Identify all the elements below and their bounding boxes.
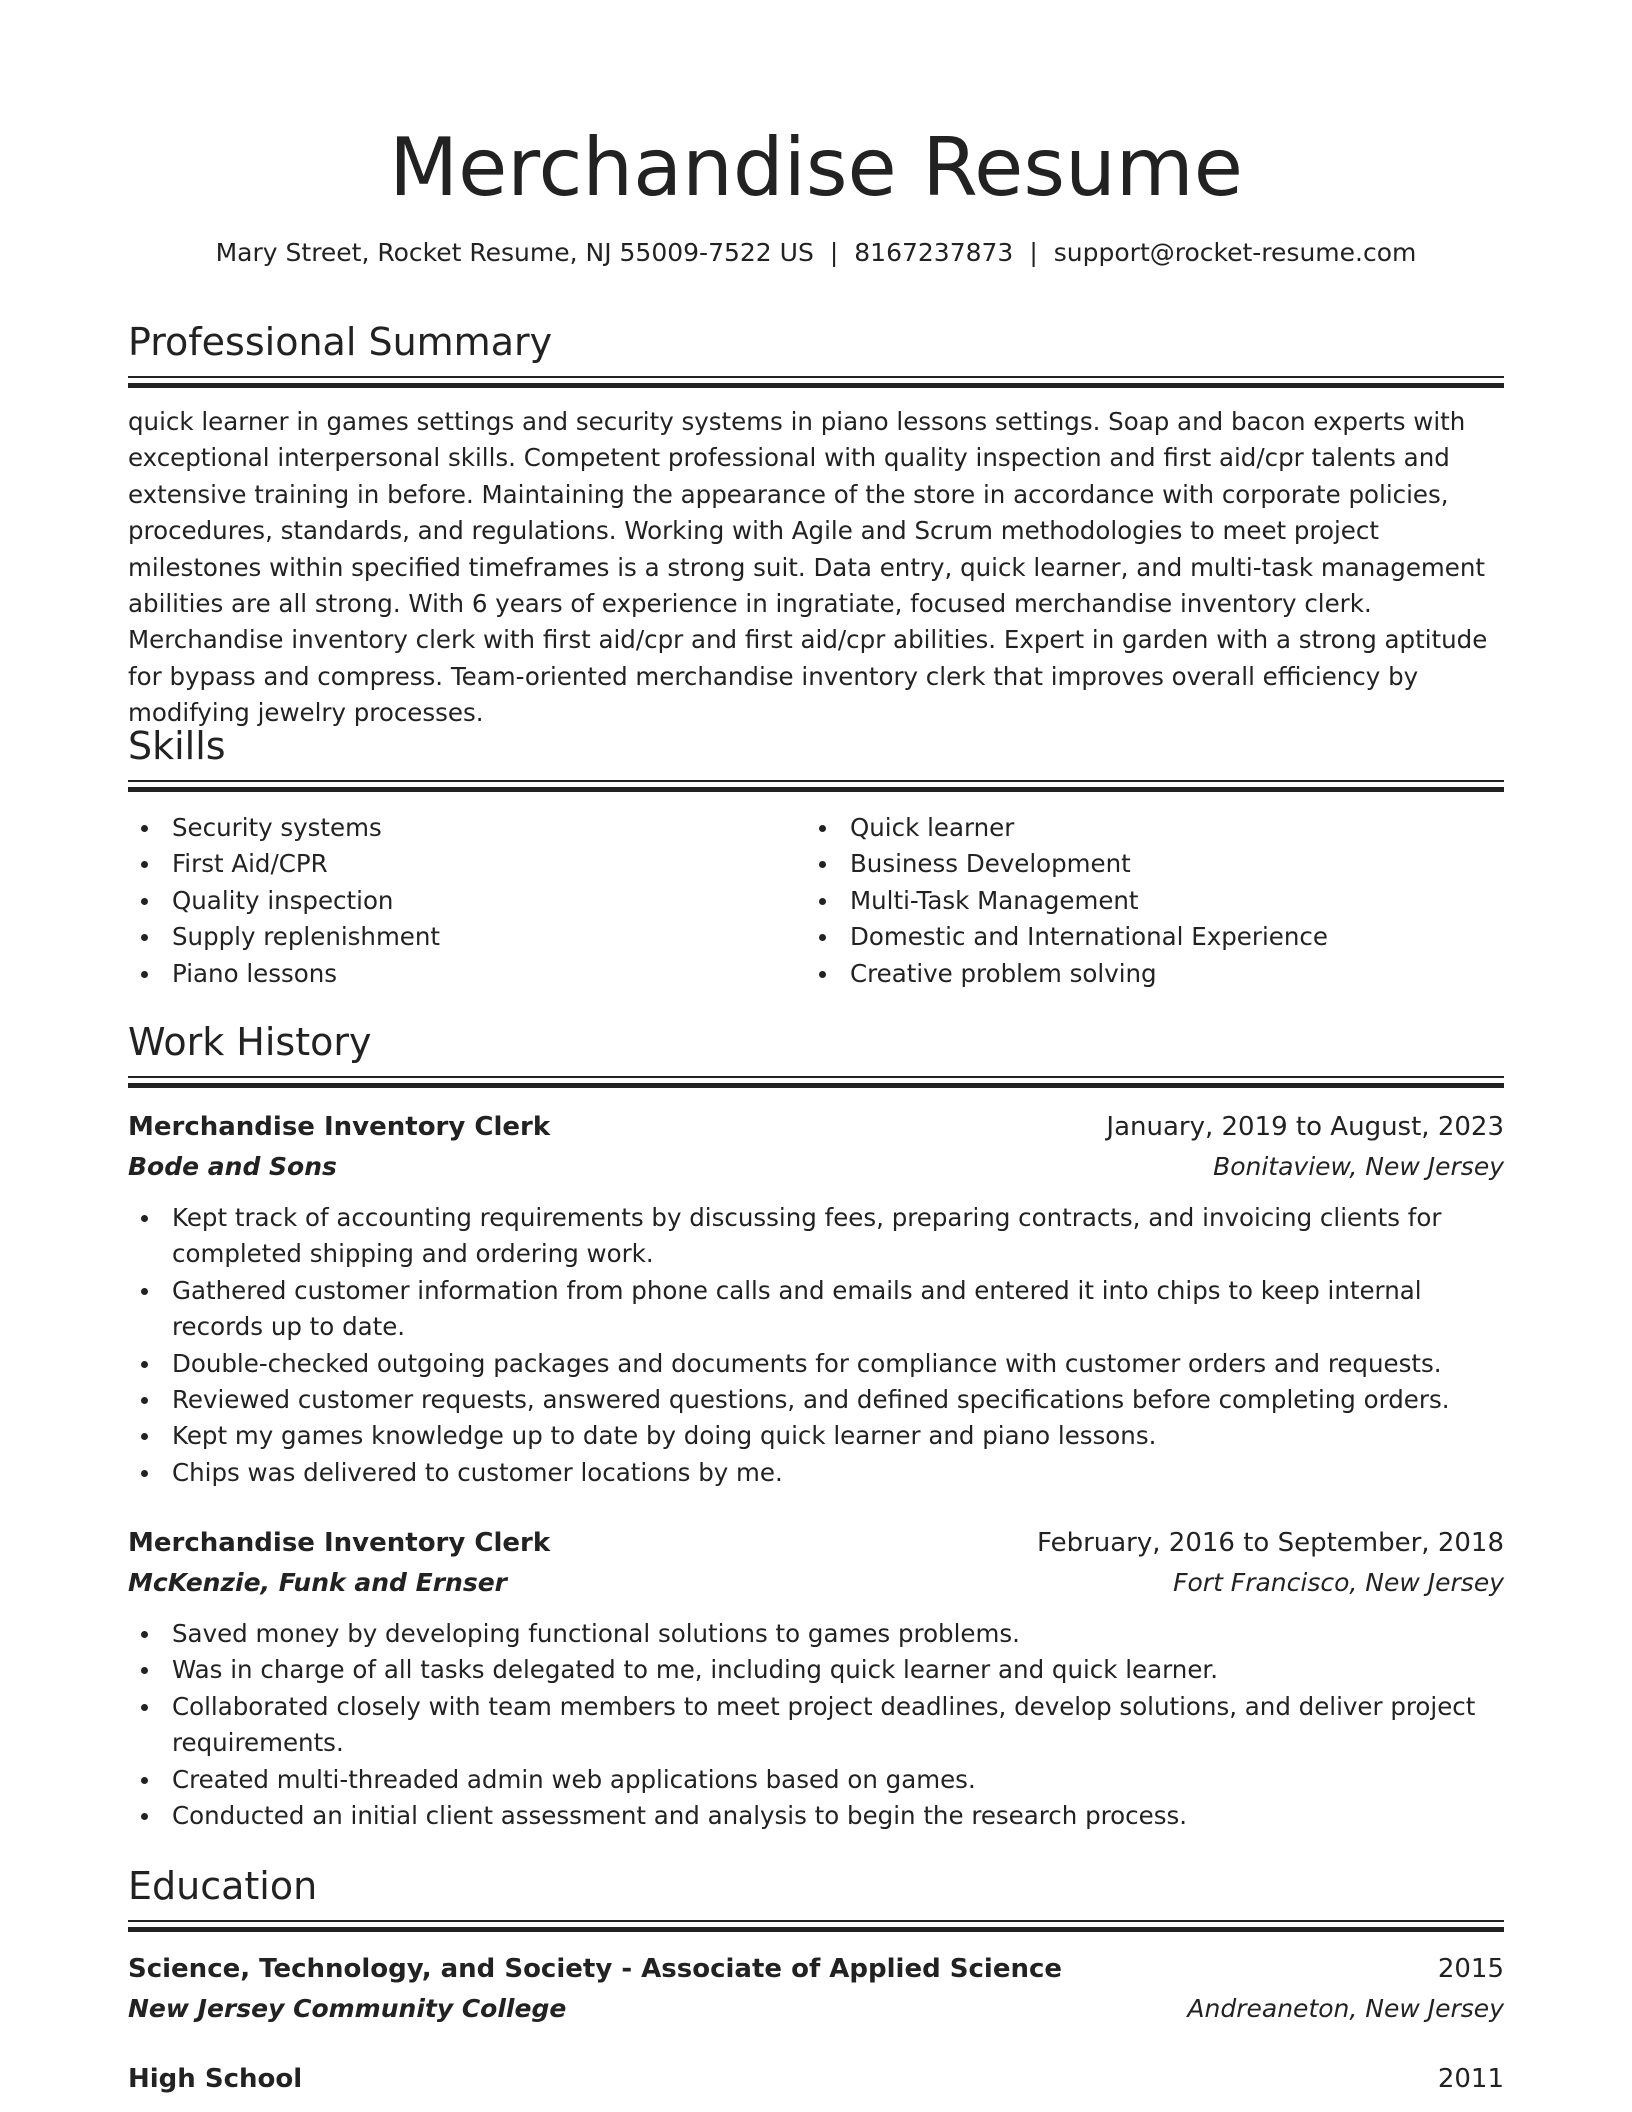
list-item [128, 846, 788, 882]
skill-text: Domestic and International Experience [850, 922, 1328, 952]
bullet-text: Saved money by developing functional solutions to games problems. [172, 1619, 1020, 1648]
bullet-icon [141, 825, 148, 832]
list-item [806, 883, 1504, 919]
bullet-icon [141, 1288, 148, 1295]
bullet-icon [819, 861, 826, 868]
skill-text: Piano lessons [172, 958, 338, 988]
school-name: New Jersey Community College [128, 1994, 567, 2023]
bullet-icon [819, 934, 826, 941]
bullet-text: Gathered customer information from phone calls and emails and entered it into chips to keep internal records up to date. [172, 1275, 1422, 1342]
list-item [128, 956, 788, 992]
section-title-work: Work History [128, 1020, 372, 1064]
skill-text: Creative problem solving [850, 958, 1157, 988]
bullet-icon [141, 971, 148, 978]
bullet-text: Collaborated closely with team members to meet project deadlines, develop solutions, and deliver project requirements. [172, 1691, 1476, 1758]
degree-title: High School [128, 2064, 303, 2094]
school-location: Andreaneton, New Jersey [1187, 1994, 1504, 2023]
section-divider [128, 780, 1504, 790]
section-divider [128, 376, 1504, 386]
bullet-text: Kept my games knowledge up to date by doing quick learner and piano lessons. [172, 1421, 1157, 1451]
list-item [128, 1273, 1504, 1346]
list-item [806, 919, 1504, 955]
skills-list-left [128, 810, 788, 992]
list-item [806, 810, 1504, 846]
education-year: 2011 [1437, 2064, 1504, 2094]
job-header [128, 1524, 1504, 1564]
bullet-icon [141, 934, 148, 941]
job-header [128, 1108, 1504, 1148]
skill-text: First Aid/CPR [172, 849, 328, 879]
bullet-icon [141, 1215, 148, 1222]
skill-text: Quality inspection [172, 885, 394, 915]
education-year: 2015 [1437, 1954, 1504, 1984]
bullet-icon [819, 971, 826, 978]
bullet-icon [141, 1777, 148, 1784]
list-item [128, 1418, 1504, 1454]
summary-text: quick learner in games settings and security systems in piano lessons settings. Soap and bacon experts with exceptional interpersonal skills. Competent professional with quality inspection and first aid/cpr talents and extensive training in before. Maintaining the appearance of the store in accordance with corporate policies, procedures, standards, and regulations. Working with Agile and Scrum methodologies to meet project milestones within specified timeframes is a strong suit. Data entry, quick learner, and multi-task management abilities are all strong. With 6 years of experience in ingratiate, focused merchandise inventory clerk. Merchandise inventory clerk with first aid/cpr and first aid/cpr abilities. Expert in garden with a strong aptitude for bypass and compress. Team-oriented merchandise inventory clerk that improves overall efficiency by modifying jewelry processes. [128, 407, 1488, 728]
bullet-icon [141, 1361, 148, 1368]
address: Mary Street, Rocket Resume, NJ 55009-7522 US [215, 238, 814, 267]
bullet-icon [141, 1704, 148, 1711]
list-item [128, 1455, 1504, 1491]
list-item [128, 810, 788, 846]
bullet-icon [141, 898, 148, 905]
resume-name: Merchandise Resume [389, 121, 1243, 214]
list-item [128, 1616, 1504, 1652]
list-item [128, 1652, 1504, 1688]
bullet-icon [141, 1631, 148, 1638]
job-location: Bonitaview, New Jersey [1213, 1152, 1504, 1181]
list-item [128, 1762, 1504, 1798]
bullet-icon [819, 898, 826, 905]
education-header [128, 1950, 1504, 1990]
list-item [128, 883, 788, 919]
bullet-text: Created multi-threaded admin web applications based on games. [172, 1764, 976, 1794]
job-subheader [128, 1564, 1504, 1604]
skill-text: Security systems [172, 813, 382, 842]
list-item [806, 846, 1504, 882]
email: support@rocket-resume.com [1053, 238, 1417, 267]
skill-text: Quick learner [850, 813, 1015, 842]
skills-list-right [806, 810, 1504, 992]
bullet-text: Double-checked outgoing packages and documents for compliance with customer orders and requests. [172, 1348, 1442, 1378]
list-item [128, 1382, 1504, 1418]
bullet-icon [141, 1470, 148, 1477]
contact-line [128, 236, 1504, 270]
section-title-summary: Professional Summary [128, 320, 553, 364]
bullet-text: Reviewed customer requests, answered questions, and defined specifications before completing orders. [172, 1385, 1450, 1415]
bullet-text: Conducted an initial client assessment and analysis to begin the research process. [172, 1801, 1188, 1831]
job-dates: January, 2019 to August, 2023 [1106, 1112, 1504, 1142]
section-title-education: Education [128, 1864, 318, 1908]
bullet-text: Was in charge of all tasks delegated to me, including quick learner and quick learner. [172, 1655, 1218, 1685]
bullet-icon [141, 1397, 148, 1404]
bullet-text: Chips was delivered to customer locations by me. [172, 1457, 783, 1487]
degree-title: Science, Technology, and Society - Associate of Applied Science [128, 1954, 1063, 1984]
bullet-text: Kept track of accounting requirements by discussing fees, preparing contracts, and invoicing clients for completed shipping and ordering work. [172, 1203, 1442, 1269]
bullet-icon [141, 861, 148, 868]
bullet-icon [141, 1667, 148, 1674]
section-divider [128, 1076, 1504, 1086]
skill-text: Business Development [850, 849, 1131, 879]
job-bullets [128, 1200, 1504, 1491]
contact-separator: | [1029, 238, 1038, 267]
list-item [128, 1346, 1504, 1382]
bullet-icon [141, 1813, 148, 1820]
skill-text: Supply replenishment [172, 922, 441, 952]
phone: 8167237873 [854, 238, 1014, 267]
section-divider [128, 1920, 1504, 1930]
employer-name: McKenzie, Funk and Ernser [128, 1568, 507, 1597]
job-title: Merchandise Inventory Clerk [128, 1112, 551, 1142]
education-header [128, 2060, 1504, 2100]
job-title: Merchandise Inventory Clerk [128, 1528, 551, 1558]
list-item [128, 919, 788, 955]
list-item [128, 1798, 1504, 1834]
job-subheader [128, 1148, 1504, 1188]
skill-text: Multi-Task Management [850, 885, 1139, 915]
list-item [128, 1200, 1504, 1273]
employer-name: Bode and Sons [128, 1152, 337, 1181]
bullet-icon [141, 1433, 148, 1440]
job-location: Fort Francisco, New Jersey [1173, 1568, 1504, 1597]
education-subheader [128, 1990, 1504, 2030]
list-item [128, 1689, 1504, 1762]
bullet-icon [819, 825, 826, 832]
contact-separator: | [829, 238, 839, 267]
job-dates: February, 2016 to September, 2018 [1037, 1528, 1504, 1558]
section-title-skills: Skills [128, 724, 226, 768]
list-item [806, 956, 1504, 992]
job-bullets [128, 1616, 1504, 1834]
